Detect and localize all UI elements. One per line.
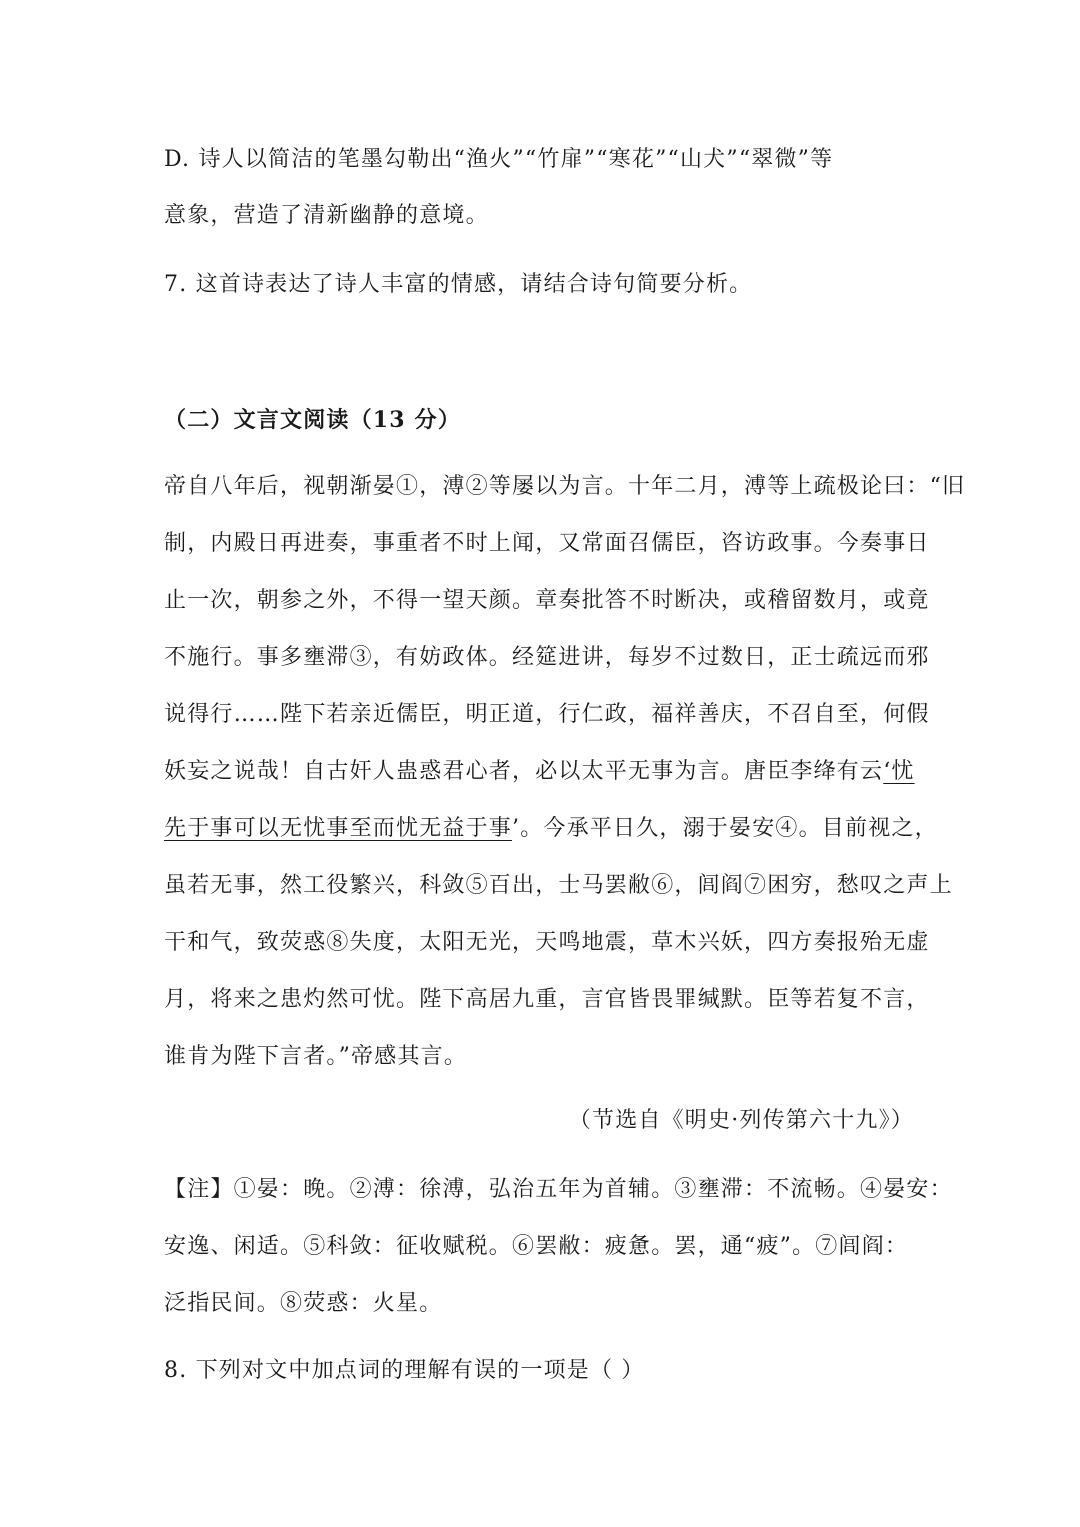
passage-line: 干和气，致荧惑⑧失度，太阳无光，天鸣地震，草木兴妖，四方奏报殆无虚 — [164, 930, 930, 955]
question-7: 7. 这首诗表达了诗人丰富的情感，请结合诗句简要分析。 — [164, 272, 753, 297]
passage-line: 月，将来之患灼然可忧。陛下高居九重，言官皆畏罪缄默。臣等若复不言， — [164, 987, 930, 1012]
notes-line: 【注】①晏：晚。②溥：徐溥，弘治五年为首辅。③壅滞：不流畅。④晏安： — [164, 1177, 953, 1202]
passage-line: 帝自八年后，视朝渐晏①，溥②等屡以为言。十年二月，溥等上疏极论曰：“旧 — [164, 474, 966, 499]
notes-line: 安逸、闲适。⑤科敛：征收赋税。⑥罢敝：疲惫。罢，通“疲”。⑦闾阎： — [164, 1234, 909, 1259]
passage-line: 不施行。事多壅滞③，有妨政体。经筵进讲，每岁不过数日，正士疏远而邪 — [164, 645, 930, 670]
passage-source: （节选自《明史·列传第六十九》） — [568, 1108, 914, 1133]
passage-line: 谁肯为陛下言者。”帝感其言。 — [164, 1044, 468, 1069]
underlined-sentence-end: 先于事可以无忧事至而忧无益于事 — [164, 816, 513, 841]
passage-line: 制，内殿日再进奏，事重者不时上闻，又常面召儒臣，咨访政事。今奏事日 — [164, 531, 930, 556]
question-8: 8. 下列对文中加点词的理解有误的一项是（ ） — [164, 1358, 645, 1383]
passage-line: 止一次，朝参之外，不得一望天颜。章奏批答不时断决，或稽留数月，或竟 — [164, 588, 930, 613]
q6-option-d-line1: D. 诗人以简洁的笔墨勾勒出“渔火”“竹扉”“寒花”“山犬”“翠微”等 — [164, 147, 834, 172]
q6-option-d-line2: 意象，营造了清新幽静的意境。 — [164, 203, 489, 228]
notes-line: 泛指民间。⑧荧惑：火星。 — [164, 1291, 443, 1316]
passage-line: 说得行……陛下若亲近儒臣，明正道，行仁政，福祥善庆，不召自至，何假 — [164, 702, 930, 727]
passage-text: 妖妄之说哉！自古奸人蛊惑君心者，必以太平无事为言。唐臣李绛有云 — [164, 759, 884, 784]
passage-text: ’。今承平日久，溺于晏安④。目前视之， — [512, 816, 938, 841]
passage-line: 虽若无事，然工役繁兴，科敛⑤百出，士马罢敝⑥，闾阎⑦困穷，愁叹之声上 — [164, 873, 953, 898]
underlined-sentence-start: ‘忧 — [883, 759, 915, 784]
passage-line — [164, 814, 938, 844]
passage-line — [164, 757, 915, 787]
section-heading: （二）文言文阅读（13 分） — [164, 407, 462, 433]
